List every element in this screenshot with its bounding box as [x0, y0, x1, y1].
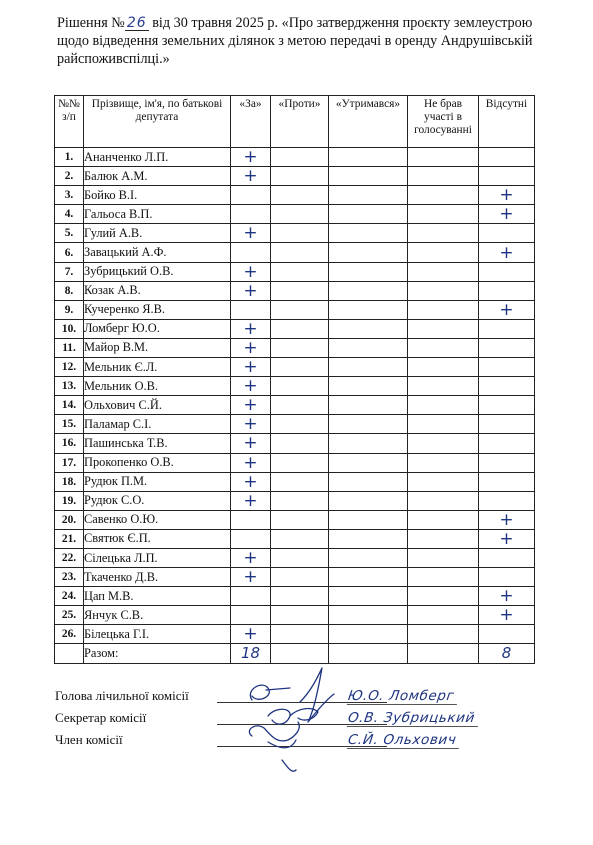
vote-cell-proty [271, 358, 329, 377]
deputy-name: Мельник О.В. [84, 377, 231, 396]
vote-cell-ne-brav [408, 358, 479, 377]
signature-row-member [55, 732, 525, 752]
vote-cell-utrymavsia [329, 167, 408, 186]
vote-cell-proty [271, 548, 329, 567]
vote-cell-za: + [231, 281, 271, 300]
vote-cell-za [231, 587, 271, 606]
vote-cell-vidsutni [479, 415, 535, 434]
vote-cell-za [231, 510, 271, 529]
vote-cell-vidsutni [479, 625, 535, 644]
vote-cell-proty [271, 167, 329, 186]
signature-role-chair: Голова лічильної комісії [55, 688, 189, 703]
vote-cell-ne-brav [408, 568, 479, 587]
table-row [55, 472, 535, 491]
vote-cell-utrymavsia [329, 243, 408, 262]
row-number: 14. [55, 396, 84, 415]
vote-cell-vidsutni [479, 262, 535, 281]
signature-name-chair: Ю.О. Ломберг [347, 688, 460, 705]
row-number: 10. [55, 319, 84, 338]
row-number: 24. [55, 587, 84, 606]
signature-row-secretary [55, 710, 525, 730]
vote-cell-proty [271, 205, 329, 224]
row-number: 16. [55, 434, 84, 453]
col-header-name: Прізвище, ім'я, по батькові депутата [84, 96, 231, 148]
row-number: 8. [55, 281, 84, 300]
vote-cell-proty [271, 606, 329, 625]
vote-cell-za: + [231, 377, 271, 396]
vote-cell-proty [271, 281, 329, 300]
vote-cell-proty [271, 396, 329, 415]
table-row [55, 167, 535, 186]
deputy-name: Рудюк П.М. [84, 472, 231, 491]
deputy-name: Майор В.М. [84, 338, 231, 357]
table-row [55, 243, 535, 262]
vote-cell-za: + [231, 319, 271, 338]
vote-cell-za: + [231, 167, 271, 186]
deputy-name: Балюк А.М. [84, 167, 231, 186]
total-row [55, 644, 535, 663]
vote-cell-proty [271, 453, 329, 472]
vote-cell-utrymavsia [329, 186, 408, 205]
deputy-name: Янчук С.В. [84, 606, 231, 625]
vote-cell-utrymavsia [329, 319, 408, 338]
vote-cell-za: + [231, 148, 271, 167]
vote-cell-ne-brav [408, 606, 479, 625]
vote-cell-vidsutni [479, 338, 535, 357]
total-ne-brav [408, 644, 479, 663]
table-row [55, 300, 535, 319]
vote-cell-vidsutni: + [479, 510, 535, 529]
vote-cell-ne-brav [408, 587, 479, 606]
vote-cell-vidsutni [479, 358, 535, 377]
vote-cell-za [231, 529, 271, 548]
vote-cell-vidsutni: + [479, 243, 535, 262]
vote-cell-vidsutni: + [479, 205, 535, 224]
vote-cell-vidsutni [479, 548, 535, 567]
vote-cell-vidsutni [479, 319, 535, 338]
row-number: 6. [55, 243, 84, 262]
vote-cell-utrymavsia [329, 415, 408, 434]
vote-cell-ne-brav [408, 491, 479, 510]
row-number: 25. [55, 606, 84, 625]
vote-cell-vidsutni: + [479, 300, 535, 319]
vote-cell-vidsutni [479, 224, 535, 243]
vote-cell-utrymavsia [329, 472, 408, 491]
vote-cell-utrymavsia [329, 300, 408, 319]
vote-cell-proty [271, 186, 329, 205]
vote-cell-utrymavsia [329, 205, 408, 224]
vote-cell-vidsutni [479, 453, 535, 472]
vote-cell-vidsutni [479, 167, 535, 186]
vote-cell-ne-brav [408, 453, 479, 472]
vote-cell-vidsutni: + [479, 186, 535, 205]
table-row [55, 262, 535, 281]
table-row [55, 205, 535, 224]
deputy-name: Завацький А.Ф. [84, 243, 231, 262]
table-row [55, 625, 535, 644]
row-number: 2. [55, 167, 84, 186]
table-row [55, 358, 535, 377]
vote-cell-vidsutni [479, 472, 535, 491]
table-row [55, 415, 535, 434]
table-row [55, 434, 535, 453]
table-row [55, 281, 535, 300]
vote-cell-ne-brav [408, 396, 479, 415]
total-label: Разом: [84, 644, 231, 663]
col-header-proty: «Проти» [271, 96, 329, 148]
vote-cell-proty [271, 491, 329, 510]
vote-cell-vidsutni [479, 396, 535, 415]
vote-cell-proty [271, 243, 329, 262]
vote-cell-ne-brav [408, 319, 479, 338]
decision-prefix: Рішення № [57, 15, 125, 31]
deputy-name: Білецька Г.І. [84, 625, 231, 644]
total-vidsutni: 8 [479, 644, 535, 663]
table-row [55, 338, 535, 357]
total-utrymavsia [329, 644, 408, 663]
row-number: 9. [55, 300, 84, 319]
vote-cell-za: + [231, 568, 271, 587]
vote-cell-proty [271, 434, 329, 453]
col-header-vidsutni: Відсутні [479, 96, 535, 148]
vote-cell-za: + [231, 434, 271, 453]
row-number: 21. [55, 529, 84, 548]
deputy-name: Гальоса В.П. [84, 205, 231, 224]
table-row [55, 529, 535, 548]
row-number: 20. [55, 510, 84, 529]
vote-cell-za [231, 186, 271, 205]
col-header-ne-brav: Не брав участі в голосуванні [408, 96, 479, 148]
row-number: 19. [55, 491, 84, 510]
vote-cell-utrymavsia [329, 587, 408, 606]
signature-name-secretary: О.В. Зубрицький [347, 710, 480, 727]
table-row [55, 491, 535, 510]
table-row [55, 148, 535, 167]
row-number: 17. [55, 453, 84, 472]
decision-text: від 30 травня 2025 р. «Про затвердження проєкту землеустрою щодо відведення земельних ділянок з метою передачі в оренду Андрушівській райспоживспілці.» [57, 15, 533, 67]
signature-role-member: Член комісії [55, 732, 123, 747]
table-row [55, 548, 535, 567]
vote-cell-proty [271, 262, 329, 281]
vote-cell-utrymavsia [329, 625, 408, 644]
col-header-utrymavsia: «Утримався» [329, 96, 408, 148]
deputy-name: Святюк Є.П. [84, 529, 231, 548]
deputy-name: Ткаченко Д.В. [84, 568, 231, 587]
vote-cell-utrymavsia [329, 510, 408, 529]
deputy-name: Пашинська Т.В. [84, 434, 231, 453]
vote-cell-ne-brav [408, 338, 479, 357]
vote-cell-za [231, 205, 271, 224]
table-row [55, 587, 535, 606]
vote-cell-utrymavsia [329, 358, 408, 377]
vote-cell-utrymavsia [329, 529, 408, 548]
deputy-name: Бойко В.І. [84, 186, 231, 205]
vote-cell-za: + [231, 491, 271, 510]
row-number: 12. [55, 358, 84, 377]
decision-header [57, 14, 557, 68]
vote-cell-ne-brav [408, 148, 479, 167]
col-header-za: «За» [231, 96, 271, 148]
deputy-name: Цап М.В. [84, 587, 231, 606]
table-row [55, 319, 535, 338]
vote-cell-za: + [231, 415, 271, 434]
vote-cell-ne-brav [408, 281, 479, 300]
deputy-name: Ананченко Л.П. [84, 148, 231, 167]
row-number: 13. [55, 377, 84, 396]
row-number: 22. [55, 548, 84, 567]
total-row-number-cell [55, 644, 84, 663]
vote-cell-vidsutni [479, 491, 535, 510]
vote-cell-utrymavsia [329, 434, 408, 453]
vote-cell-ne-brav [408, 262, 479, 281]
vote-cell-proty [271, 529, 329, 548]
vote-cell-ne-brav [408, 300, 479, 319]
vote-cell-utrymavsia [329, 453, 408, 472]
vote-cell-utrymavsia [329, 281, 408, 300]
table-row [55, 186, 535, 205]
deputy-name: Мельник Є.Л. [84, 358, 231, 377]
vote-cell-ne-brav [408, 167, 479, 186]
vote-cell-za: + [231, 358, 271, 377]
deputy-name: Рудюк С.О. [84, 491, 231, 510]
vote-cell-za: + [231, 453, 271, 472]
deputy-name: Прокопенко О.В. [84, 453, 231, 472]
vote-cell-vidsutni [479, 281, 535, 300]
vote-cell-proty [271, 300, 329, 319]
vote-cell-proty [271, 568, 329, 587]
row-number: 3. [55, 186, 84, 205]
vote-cell-vidsutni [479, 377, 535, 396]
vote-cell-proty [271, 224, 329, 243]
signature-row-chair [55, 688, 525, 708]
vote-cell-utrymavsia [329, 548, 408, 567]
vote-cell-za: + [231, 625, 271, 644]
vote-cell-proty [271, 587, 329, 606]
table-row [55, 453, 535, 472]
vote-cell-utrymavsia [329, 606, 408, 625]
vote-cell-vidsutni: + [479, 587, 535, 606]
vote-cell-za [231, 243, 271, 262]
vote-cell-ne-brav [408, 377, 479, 396]
table-row [55, 510, 535, 529]
row-number: 15. [55, 415, 84, 434]
row-number: 7. [55, 262, 84, 281]
vote-cell-ne-brav [408, 472, 479, 491]
vote-cell-proty [271, 472, 329, 491]
table-row [55, 224, 535, 243]
vote-cell-vidsutni [479, 148, 535, 167]
row-number: 18. [55, 472, 84, 491]
vote-cell-ne-brav [408, 224, 479, 243]
deputy-name: Зубрицький О.В. [84, 262, 231, 281]
vote-cell-proty [271, 148, 329, 167]
vote-cell-utrymavsia [329, 377, 408, 396]
row-number: 5. [55, 224, 84, 243]
row-number: 26. [55, 625, 84, 644]
deputy-name: Савенко О.Ю. [84, 510, 231, 529]
vote-cell-proty [271, 625, 329, 644]
vote-cell-ne-brav [408, 625, 479, 644]
vote-cell-utrymavsia [329, 396, 408, 415]
vote-cell-ne-brav [408, 510, 479, 529]
vote-cell-utrymavsia [329, 568, 408, 587]
vote-cell-za: + [231, 396, 271, 415]
deputy-name: Кучеренко Я.В. [84, 300, 231, 319]
vote-cell-proty [271, 510, 329, 529]
table-body [55, 148, 535, 664]
deputy-name: Паламар С.І. [84, 415, 231, 434]
row-number: 23. [55, 568, 84, 587]
vote-cell-proty [271, 377, 329, 396]
vote-cell-ne-brav [408, 243, 479, 262]
deputy-name: Гулий А.В. [84, 224, 231, 243]
vote-cell-vidsutni: + [479, 606, 535, 625]
vote-cell-vidsutni [479, 434, 535, 453]
vote-cell-za: + [231, 472, 271, 491]
vote-cell-za: + [231, 548, 271, 567]
table-row [55, 377, 535, 396]
decision-number: 26 [126, 15, 147, 31]
vote-cell-proty [271, 338, 329, 357]
row-number: 1. [55, 148, 84, 167]
vote-cell-utrymavsia [329, 224, 408, 243]
table-header-row [55, 96, 535, 148]
vote-cell-ne-brav [408, 434, 479, 453]
deputy-name: Сілецька Л.П. [84, 548, 231, 567]
total-proty [271, 644, 329, 663]
vote-cell-utrymavsia [329, 338, 408, 357]
vote-cell-za: + [231, 224, 271, 243]
vote-cell-vidsutni [479, 568, 535, 587]
vote-cell-ne-brav [408, 205, 479, 224]
deputy-name: Ломберг Ю.О. [84, 319, 231, 338]
vote-cell-za: + [231, 262, 271, 281]
vote-cell-proty [271, 319, 329, 338]
signature-role-secretary: Секретар комісії [55, 710, 147, 725]
deputy-name: Ольхович С.Й. [84, 396, 231, 415]
vote-cell-ne-brav [408, 186, 479, 205]
vote-cell-utrymavsia [329, 148, 408, 167]
row-number: 11. [55, 338, 84, 357]
vote-cell-utrymavsia [329, 262, 408, 281]
col-header-no: №№ з/п [55, 96, 84, 148]
vote-cell-ne-brav [408, 548, 479, 567]
vote-cell-ne-brav [408, 415, 479, 434]
total-za: 18 [231, 644, 271, 663]
table-row [55, 568, 535, 587]
vote-cell-za: + [231, 338, 271, 357]
signature-name-member: С.Й. Ольхович [347, 732, 462, 749]
table-row [55, 606, 535, 625]
table-row [55, 396, 535, 415]
vote-cell-za [231, 606, 271, 625]
deputy-name: Козак А.В. [84, 281, 231, 300]
vote-cell-vidsutni: + [479, 529, 535, 548]
vote-cell-proty [271, 415, 329, 434]
vote-cell-ne-brav [408, 529, 479, 548]
voting-table [54, 95, 535, 664]
vote-cell-utrymavsia [329, 491, 408, 510]
vote-cell-za [231, 300, 271, 319]
row-number: 4. [55, 205, 84, 224]
